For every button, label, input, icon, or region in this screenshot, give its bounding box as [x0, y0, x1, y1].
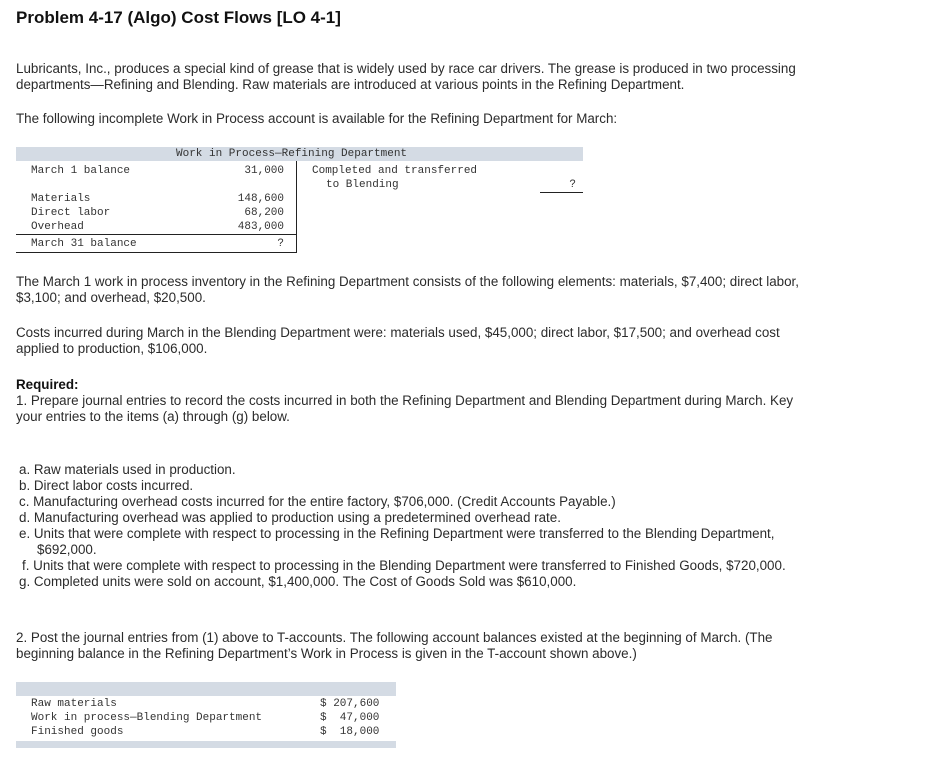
t-debit-value-march1: 31,000	[244, 165, 284, 177]
blending-line-2: applied to production, $106,000.	[16, 341, 208, 356]
required-line-1: 1. Prepare journal entries to record the costs incurred in both the Refining Department and Blending Department during March. Key	[16, 393, 794, 408]
t-debit-value-direct-labor: 68,200	[244, 207, 284, 219]
t-account-divider	[296, 161, 297, 253]
balance-label-finished-goods: Finished goods	[31, 726, 124, 738]
intro-line-1: Lubricants, Inc., produces a special kind of grease that is widely used by race car drivers. The grease is produced in two processing	[16, 61, 796, 76]
t-account-header: Work in Process—Refining Department	[176, 148, 408, 160]
item-a: a. Raw materials used in production.	[19, 462, 236, 477]
item-d: d. Manufacturing overhead was applied to production using a predetermined overhead rate.	[19, 510, 561, 525]
t-debit-label-materials: Materials	[31, 193, 91, 205]
march1-line-1: The March 1 work in process inventory in the Refining Department consists of the following elements: materials, $7,400; direct labor,	[16, 274, 799, 289]
t-subtotal-rule	[16, 234, 297, 235]
t-credit-label-line-1: Completed and transferred	[312, 165, 478, 177]
item-b: b. Direct labor costs incurred.	[19, 478, 194, 493]
part2-line-2: beginning balance in the Refining Department’s Work in Process is given in the T-account shown above.)	[16, 646, 637, 661]
balance-value-wip-blending: $ 47,000	[320, 712, 380, 724]
intro-paragraph	[16, 61, 931, 93]
required-heading: Required:	[16, 377, 79, 392]
t-debit-label-march31: March 31 balance	[31, 238, 137, 250]
item-e-line-1: e. Units that were complete with respect to processing in the Refining Department were transferred to the Blending Department,	[19, 526, 775, 541]
balance-value-finished-goods: $ 18,000	[320, 726, 380, 738]
t-debit-value-overhead: 483,000	[237, 221, 284, 233]
intro-line-2: departments—Refining and Blending. Raw materials are introduced at various points in the Refining Department.	[16, 77, 685, 92]
item-g: g. Completed units were sold on account, $1,400,000. The Cost of Goods Sold was $610,000.	[19, 574, 577, 589]
t-debit-value-materials: 148,600	[237, 193, 284, 205]
blending-line-1: Costs incurred during March in the Blending Department were: materials used, $45,000; direct labor, $17,500; and overhead cost	[16, 325, 780, 340]
balance-value-raw-materials: $ 207,600	[320, 698, 380, 710]
balance-label-wip-blending: Work in process—Blending Department	[31, 712, 263, 724]
blending-costs-paragraph	[16, 325, 931, 357]
items-list	[19, 462, 934, 590]
required-line-2: your entries to the items (a) through (g) below.	[16, 409, 290, 424]
t-credit-rule	[540, 192, 583, 193]
item-f: f. Units that were complete with respect to processing in the Blending Department were transferred to Finished Goods, $720,000.	[22, 558, 786, 573]
t-debit-label-direct-labor: Direct labor	[31, 207, 111, 219]
t-debit-value-march31: ?	[277, 238, 284, 250]
item-e-line-2: $692,000.	[37, 542, 97, 557]
march1-line-2: $3,100; and overhead, $20,500.	[16, 290, 206, 305]
balance-label-raw-materials: Raw materials	[31, 698, 117, 710]
item-c: c. Manufacturing overhead costs incurred for the entire factory, $706,000. (Credit Accounts Payable.)	[19, 494, 616, 509]
t-credit-label-line-2: to Blending	[326, 179, 399, 191]
balances-footer-bar	[16, 741, 396, 748]
t-debit-label-overhead: Overhead	[31, 221, 84, 233]
part2-paragraph	[16, 630, 931, 662]
intro-line-3: The following incomplete Work in Process account is available for the Refining Department for March:	[16, 111, 618, 126]
part2-line-1: 2. Post the journal entries from (1) above to T-accounts. The following account balances existed at the beginning of March. (The	[16, 630, 773, 645]
t-debit-label-march1: March 1 balance	[31, 165, 131, 177]
march1-inventory-paragraph	[16, 274, 931, 306]
balances-header-bar	[16, 682, 396, 696]
t-credit-value: ?	[569, 179, 576, 191]
required-section	[16, 377, 931, 425]
t-account-bottom-rule	[16, 252, 297, 253]
page-title: Problem 4-17 (Algo) Cost Flows [LO 4-1]	[16, 8, 341, 27]
